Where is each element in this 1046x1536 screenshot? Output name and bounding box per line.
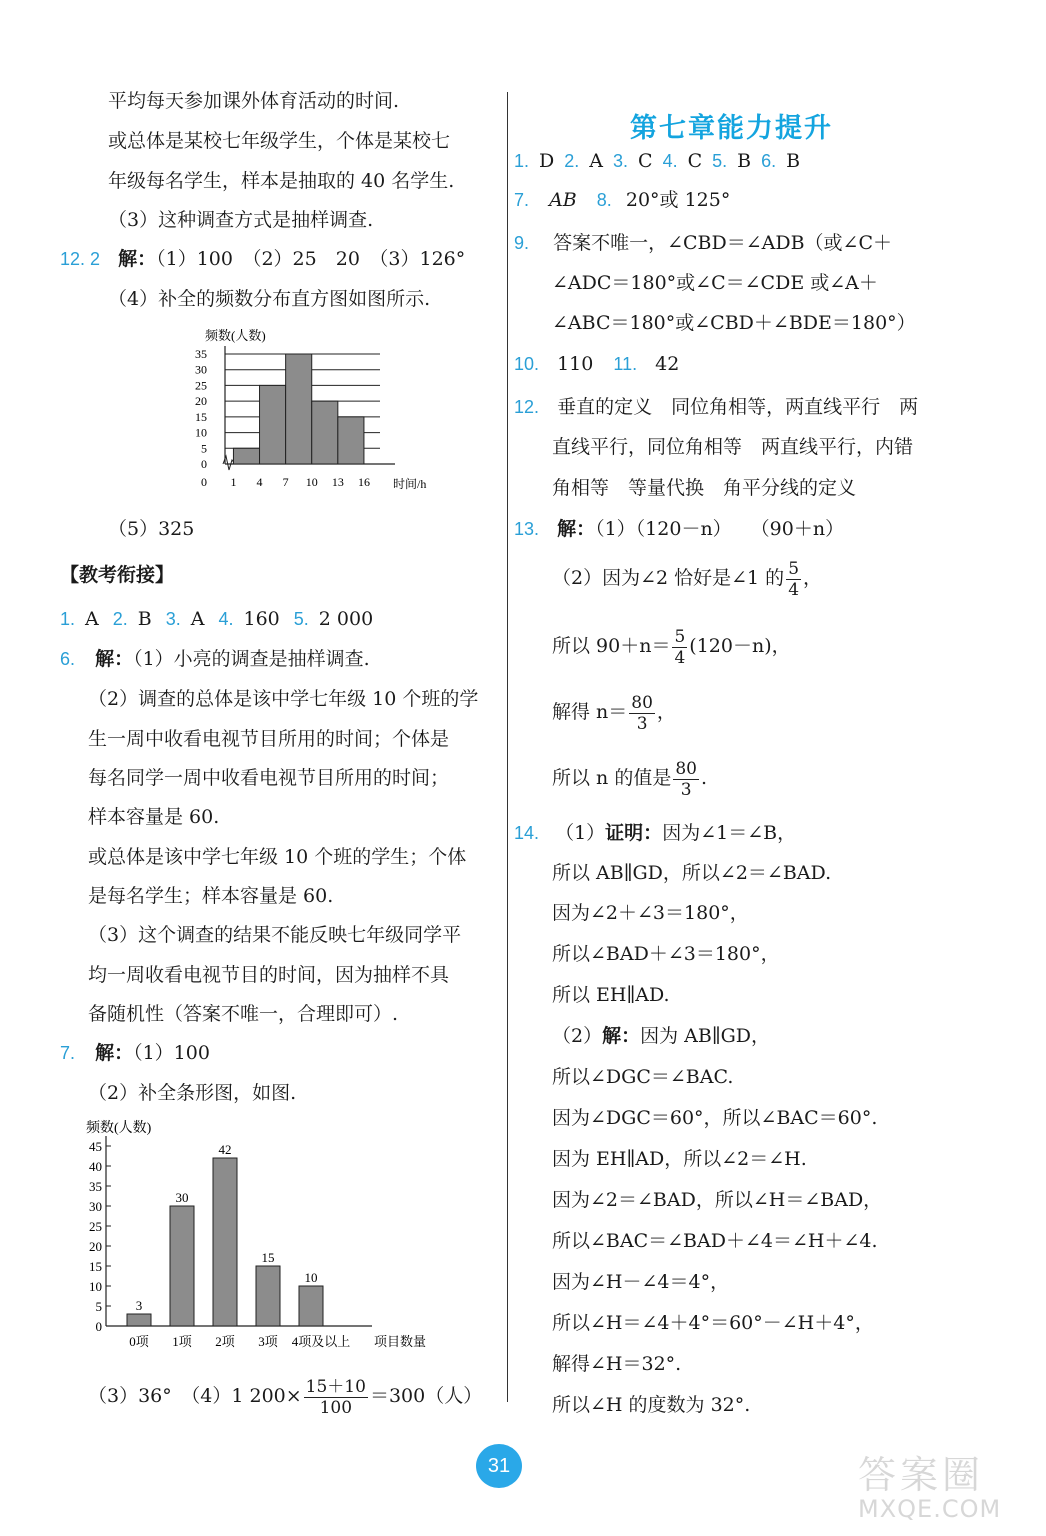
x-tick-label: 3项 (258, 1334, 278, 1349)
text-line: ∠ABC＝180°或∠CBD＋∠BDE＝180°） (552, 312, 916, 334)
answer-choice: B (786, 150, 801, 172)
y-tick-label: 15 (89, 1259, 102, 1274)
question-number: 14. (514, 823, 540, 843)
text-line: 因为∠2＋∠3＝180°， (552, 902, 749, 924)
text-line: 备随机性（答案不唯一，合理即可）. (88, 1003, 399, 1025)
histogram-bar (338, 417, 364, 464)
question-13 (514, 516, 844, 542)
x-tick-label: 2项 (215, 1334, 235, 1349)
text-line: （2）解：因为 AB∥GD， (552, 1025, 771, 1047)
x-tick-label: 0项 (129, 1334, 149, 1349)
x-tick-label: 16 (357, 475, 370, 489)
answer-label: 解： (95, 1042, 134, 1064)
question-number: 10. (514, 354, 540, 374)
question-number: 13. (514, 519, 540, 539)
text-line: 是每名学生；样本容量是 60. (88, 885, 334, 907)
text-line: （2）因为∠2 恰好是∠1 的 $\frac{5}{4}$ ， (552, 558, 823, 600)
text-line: 所以 AB∥GD，所以∠2＝∠BAD. (552, 862, 832, 884)
data-label: 42 (218, 1142, 232, 1157)
bar (170, 1206, 194, 1326)
answer-text: ＝300（人） (369, 1385, 483, 1407)
question-number: 11. (613, 354, 638, 374)
answer-choice: 2 000 (318, 608, 374, 630)
y-tick-label: 20 (195, 394, 207, 409)
question-number: 12. (514, 397, 540, 417)
answer-choice: B (737, 150, 752, 172)
question-6 (60, 646, 370, 672)
x-tick-label: 13 (331, 475, 344, 489)
mc-answers (60, 606, 373, 632)
y-tick-label: 10 (89, 1279, 102, 1294)
histogram-chart (180, 322, 440, 502)
data-label: 30 (175, 1190, 189, 1205)
text-line: （2）补全条形图，如图. (88, 1082, 297, 1104)
text-line: 所以∠H＝∠4＋4°＝60°－∠H＋4°， (552, 1312, 874, 1334)
answer-text: （1）100 （2）25 20 （3）126° (156, 248, 466, 270)
data-label: 15 (261, 1250, 275, 1265)
answer-label: 解： (602, 1025, 641, 1047)
data-label: 3 (135, 1298, 143, 1313)
answer-choice: B (137, 608, 152, 630)
answer-choice: A (190, 608, 205, 630)
question-number: 5. (293, 609, 309, 629)
watermark: 答案圈 MXQE.COM (858, 1453, 1002, 1523)
text-line: 解得∠H＝32°. (552, 1353, 682, 1375)
y-axis-label: 频数(人数) (205, 328, 266, 343)
answer-label: 解： (557, 518, 596, 540)
x-tick-label: 1项 (172, 1334, 192, 1349)
fraction: $\frac{5}{4}$ (788, 558, 800, 600)
bar (256, 1266, 280, 1326)
answer-text: （1）（120－n） （90＋n） (595, 518, 845, 540)
text-line: 每名同学一周中收看电视节目所用的时间； (88, 767, 450, 789)
question-number: 4. (662, 151, 678, 171)
bar (127, 1314, 151, 1326)
question-number: 1. (60, 609, 76, 629)
answer-choice: 160 (243, 608, 280, 630)
answer-text: （1）小亮的调查是抽样调查. (133, 648, 370, 670)
y-tick-label: 25 (89, 1219, 102, 1234)
answer-text: 垂直的定义 同位角相等，两直线平行 两 (557, 396, 919, 418)
question-14: 14. （1）证明：因为∠1＝∠B， (514, 822, 797, 844)
answer-label: 解： (95, 648, 134, 670)
question-number: 4. (218, 609, 234, 629)
text-line: 均一周收看电视节目的时间，因为抽样不具 (88, 964, 450, 986)
y-tick-label: 0 (95, 1319, 102, 1334)
mc-answers (514, 148, 800, 174)
text-line: 所以 90＋n＝ $\frac{5}{4}$ (120－n)， (552, 626, 791, 668)
y-tick-label: 0 (201, 457, 207, 471)
bar-chart (72, 1112, 452, 1352)
text-line: 所以 EH∥AD. (552, 984, 670, 1006)
question-number: 7. (60, 1043, 76, 1063)
x-tick-label: 7 (282, 475, 289, 489)
y-tick-label: 35 (89, 1179, 102, 1194)
y-tick-label: 30 (89, 1199, 102, 1214)
data-label: 10 (304, 1270, 318, 1285)
text-line: 角相等 等量代换 角平分线的定义 (552, 477, 857, 499)
x-tick-label: 4 (256, 475, 263, 489)
y-tick-label: 25 (195, 378, 207, 393)
histogram-bar (233, 448, 259, 464)
question-number: 2. (564, 151, 580, 171)
text-line: 年级每名学生，样本是抽取的 40 名学生. (108, 170, 455, 192)
proof-label: 证明： (605, 822, 663, 844)
answer-choice: A (589, 150, 603, 172)
histogram-bar (312, 401, 338, 464)
answer-choice: C (638, 150, 653, 172)
question-number: 1. (514, 151, 530, 171)
y-tick-label: 5 (201, 441, 207, 456)
text-line: 或总体是该中学七年级 10 个班的学生；个体 (88, 846, 467, 868)
page-number: 31 (476, 1444, 522, 1488)
x-tick-label: 10 (305, 475, 318, 489)
text-line: 所以∠BAD＋∠3＝180°， (552, 943, 780, 965)
y-tick-label: 5 (95, 1299, 102, 1314)
y-tick-label: 35 (195, 347, 207, 361)
fraction: $\frac{80}{3}$ (675, 758, 697, 800)
y-tick-label: 15 (195, 409, 207, 424)
text-line (88, 1374, 482, 1418)
y-tick-label: 30 (195, 362, 207, 377)
question-12-2 (60, 246, 465, 272)
answer-text: AB (549, 189, 577, 211)
bar (299, 1286, 323, 1326)
answer-text: 答案不唯一，∠CBD＝∠ADB（或∠C＋ (553, 232, 893, 254)
text-line: 所以 n 的值是 $\frac{80}{3}$ . (552, 758, 708, 800)
question-7-8 (514, 187, 730, 213)
text-line: 因为∠DGC＝60°，所以∠BAC＝60°. (552, 1107, 878, 1129)
question-7 (60, 1040, 210, 1066)
text-line: 因为 EH∥AD，所以∠2＝∠H. (552, 1148, 807, 1170)
text-line: （3）这个调查的结果不能反映七年级同学平 (88, 924, 462, 946)
histogram-bar (260, 385, 286, 464)
question-number: 6. (60, 649, 76, 669)
answer-text: 42 (655, 353, 680, 375)
answer-label: 解： (118, 248, 157, 270)
section-heading: 【教考衔接】 (60, 564, 175, 586)
chapter-title: 第七章能力提升 (630, 113, 833, 144)
question-number: 3. (613, 151, 629, 171)
text-line: 解得 n＝ $\frac{80}{3}$ ， (552, 692, 676, 734)
text-line: 所以∠H 的度数为 32°. (552, 1394, 751, 1416)
fraction: $\frac{80}{3}$ (631, 692, 653, 734)
answer-text: 110 (557, 353, 594, 375)
question-12 (514, 394, 918, 420)
question-number: 12. 2 (60, 249, 101, 269)
question-9 (514, 230, 892, 256)
fraction: $\frac{15+10}{100}$ (305, 1376, 366, 1418)
answer-choice: A (85, 608, 99, 630)
answer-choice: C (687, 150, 703, 172)
text-line: 平均每天参加课外体育活动的时间. (108, 90, 400, 112)
x-axis-label: 时间/h (393, 477, 427, 491)
question-number: 7. (514, 190, 530, 210)
text-line: 或总体是某校七年级学生，个体是某校七 (108, 130, 451, 152)
question-number: 2. (112, 609, 128, 629)
y-tick-label: 10 (195, 425, 207, 440)
text-line: 生一周中收看电视节目所用的时间；个体是 (88, 728, 450, 750)
text-line: 所以∠BAC＝∠BAD＋∠4＝∠H＋∠4. (552, 1230, 878, 1252)
x-tick-label: 4项及以上 (291, 1334, 351, 1349)
text-line: 所以∠DGC＝∠BAC. (552, 1066, 734, 1088)
question-10-11 (514, 351, 679, 377)
answer-text: 20°或 125° (625, 189, 731, 211)
origin-label: 0 (201, 475, 207, 489)
text-line: （2）调查的总体是该中学七年级 10 个班的学 (88, 688, 479, 710)
x-axis-label: 项目数量 (374, 1334, 427, 1349)
y-tick-label: 40 (89, 1159, 102, 1174)
answer-text: （1）100 (133, 1042, 210, 1064)
question-number: 5. (712, 151, 728, 171)
text-line: 样本容量是 60. (88, 806, 220, 828)
text-line: （3）这种调查方式是抽样调查. (108, 209, 374, 231)
text-line: ∠ADC＝180°或∠C＝∠CDE 或∠A＋ (552, 272, 878, 294)
question-number: 8. (596, 190, 612, 210)
column-divider (507, 92, 508, 1402)
y-tick-label: 45 (89, 1139, 102, 1154)
text-line: 直线平行，同位角相等 两直线平行，内错 (552, 436, 914, 458)
text-line: 因为∠2＝∠BAD，所以∠H＝∠BAD， (552, 1189, 883, 1211)
x-tick-label: 1 (230, 475, 237, 489)
histogram-bar (286, 354, 312, 464)
text-line: 因为∠H－∠4＝4°， (552, 1271, 730, 1293)
bar (213, 1158, 237, 1326)
y-tick-label: 20 (89, 1239, 102, 1254)
y-axis-label: 频数(人数) (86, 1121, 152, 1136)
question-number: 9. (514, 233, 530, 253)
answer-text: （3）36° （4）1 200× (88, 1385, 302, 1407)
fraction: $\frac{5}{4}$ (674, 626, 686, 668)
answer-choice: D (539, 150, 555, 172)
question-number: 6. (761, 151, 777, 171)
question-number: 3. (165, 609, 181, 629)
text-line: （4）补全的频数分布直方图如图所示. (108, 288, 431, 310)
text-line: （5）325 (108, 518, 195, 540)
